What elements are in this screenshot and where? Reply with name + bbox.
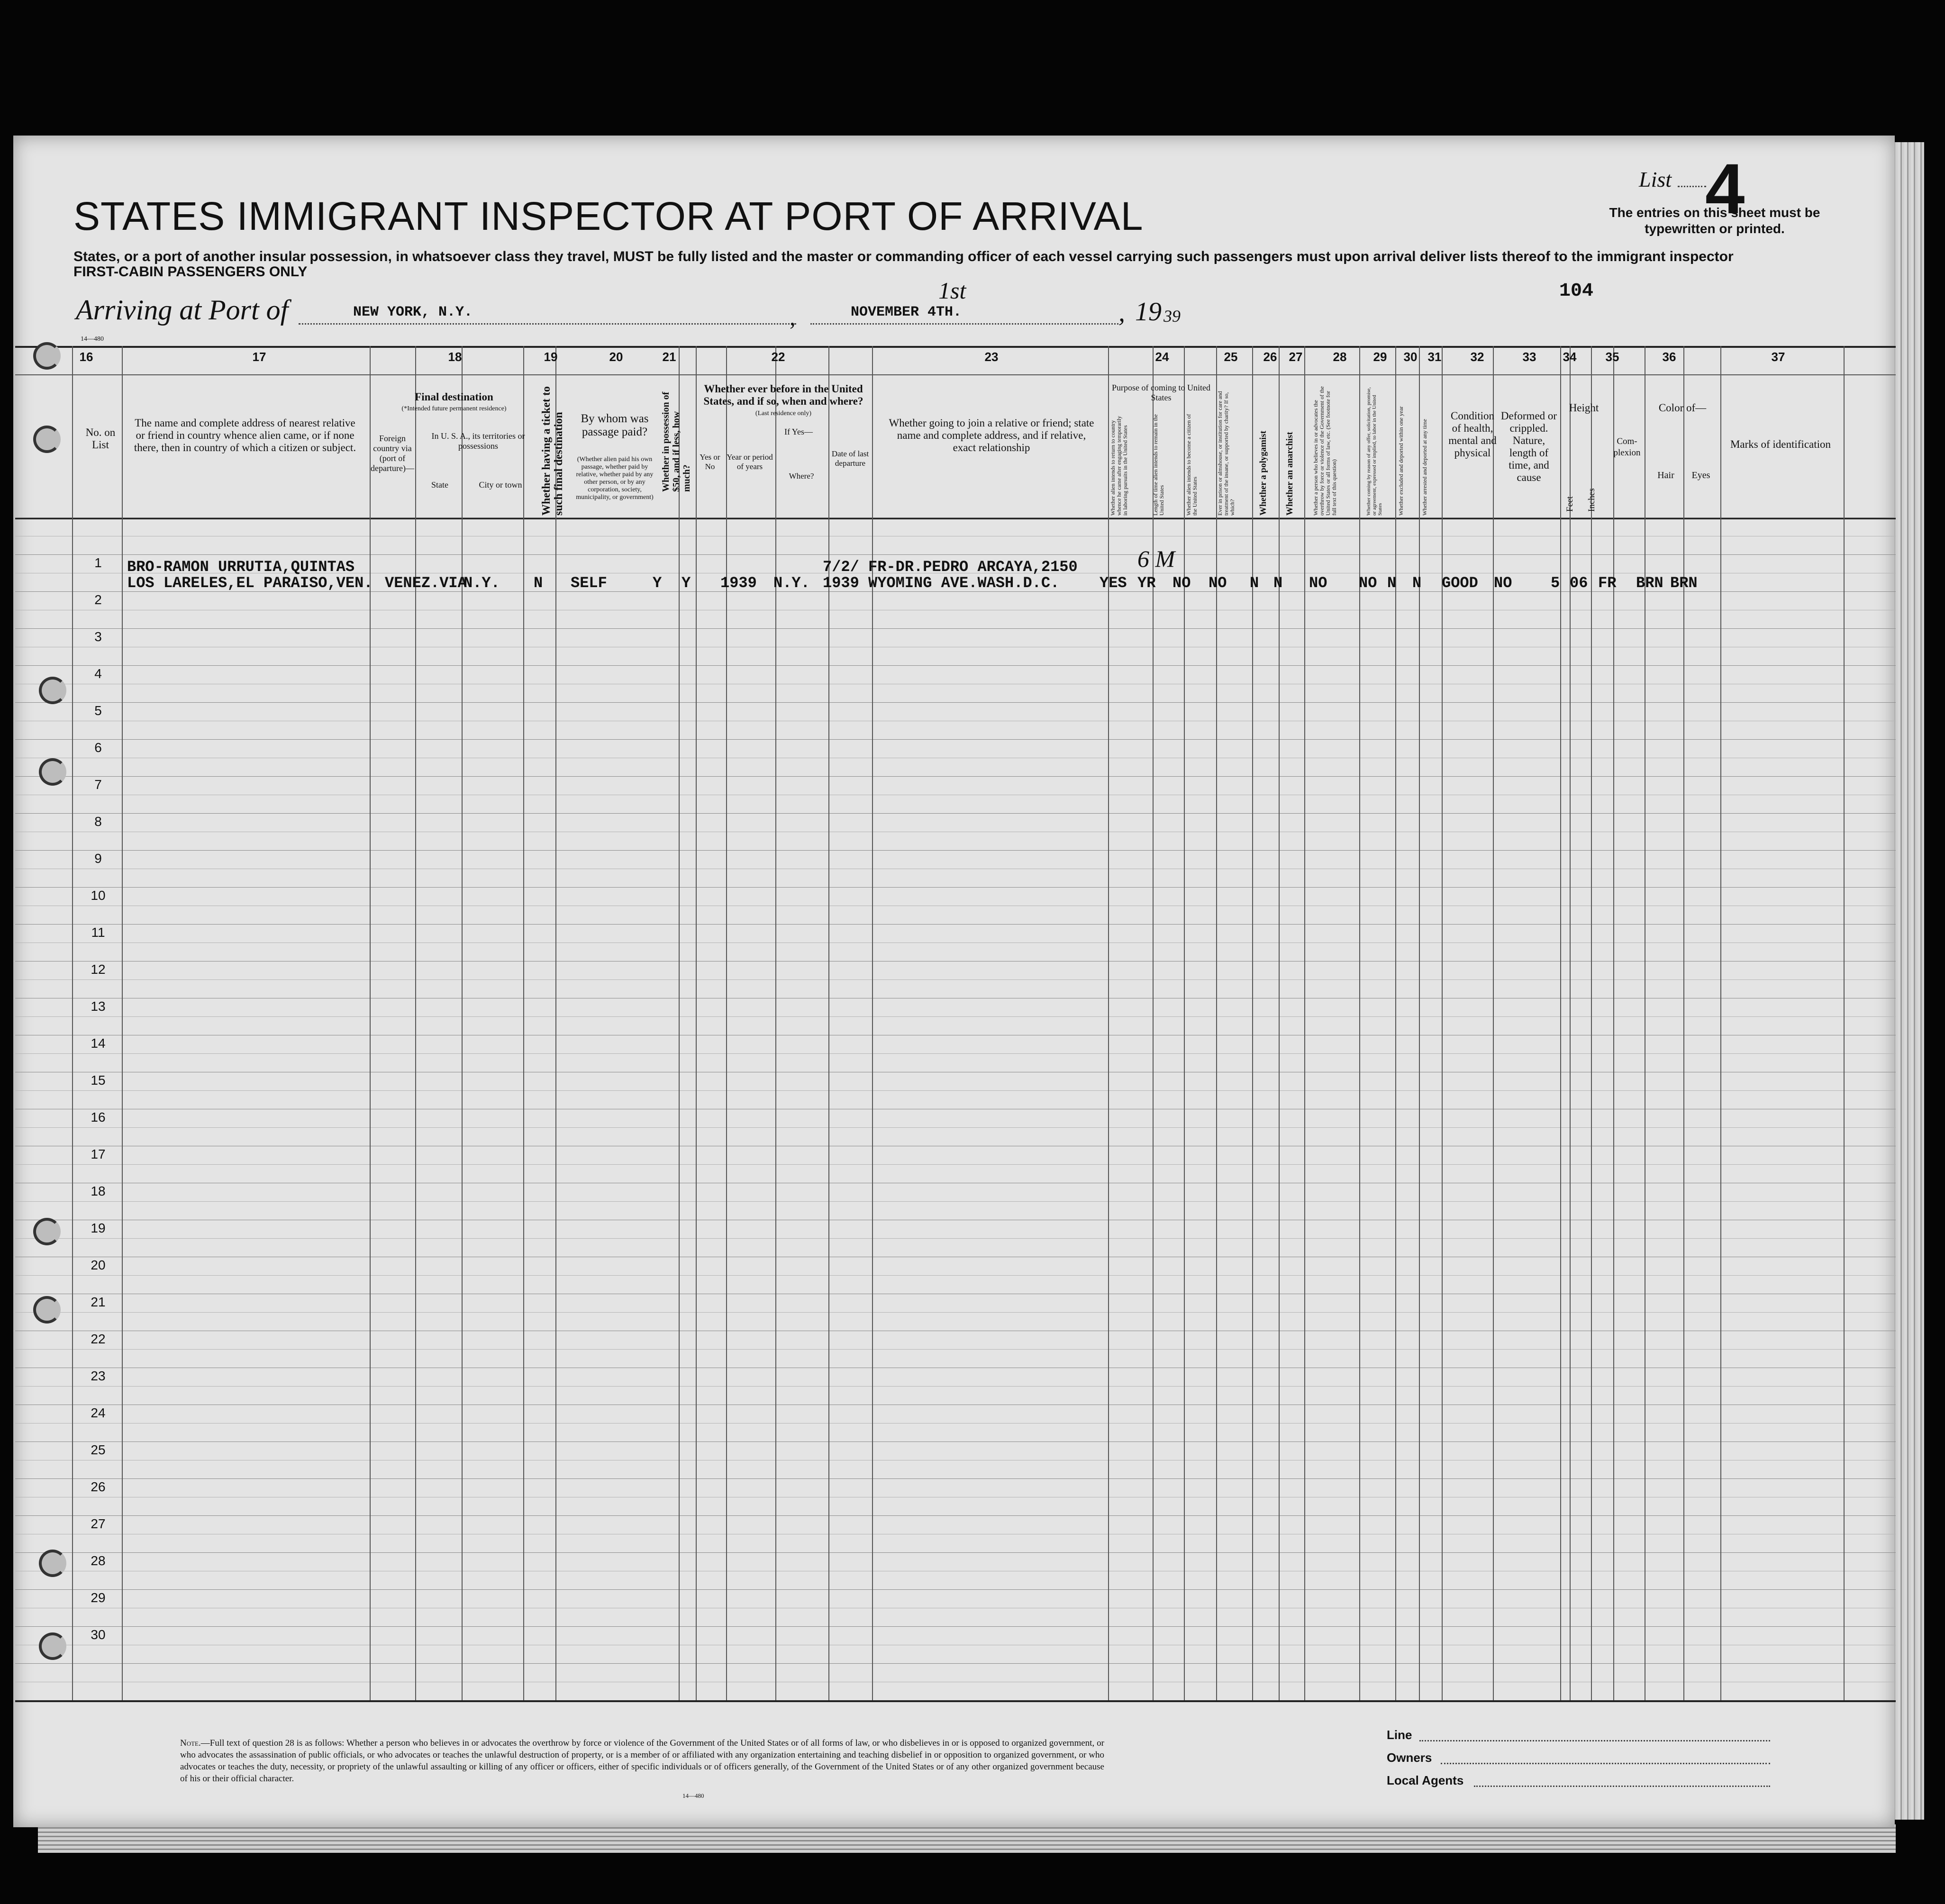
table-bottom-border	[15, 1700, 1896, 1702]
row-number: 1	[94, 555, 102, 570]
row-number: 17	[91, 1147, 106, 1161]
header-feet: Feet	[1565, 496, 1575, 512]
instructions-text: States, or a port of another insular possession, in whatsoever class they travel, MUST be fully listed and the master or commanding officer of each vessel carrying such passengers must upon arrival deliver lists thereof to the immigrant inspector	[73, 249, 1734, 264]
list-dotline	[1678, 186, 1706, 187]
footer-line-label: Line	[1387, 1728, 1412, 1742]
column-line	[1683, 346, 1684, 1700]
entry-before-yes-no: Y	[682, 574, 691, 592]
colnum-30: 30	[1403, 350, 1418, 364]
row-number: 11	[91, 925, 105, 940]
column-line	[775, 346, 776, 1700]
row-number: 14	[91, 1036, 106, 1051]
punch-hole	[33, 342, 61, 370]
colnum-24: 24	[1155, 350, 1169, 364]
colnum-37: 37	[1771, 350, 1785, 364]
row-number: 8	[94, 814, 102, 829]
entry-relative-line1: BRO-RAMON URRUTIA,QUINTAS	[127, 558, 355, 576]
punch-hole	[33, 426, 61, 453]
column-line	[872, 346, 873, 1700]
date-handwritten: 1st	[938, 277, 966, 304]
colnum-18: 18	[448, 350, 462, 364]
page-bottom-stack	[38, 1824, 1896, 1853]
row-number: 29	[91, 1590, 106, 1605]
column-line	[828, 346, 829, 1700]
header-no-on-list: No. on List	[85, 426, 116, 451]
row-number: 18	[91, 1184, 106, 1198]
row-number: 16	[91, 1110, 106, 1124]
port-dotline	[299, 323, 796, 325]
entry-before-year: 1939	[720, 574, 757, 592]
form-number: 14—480	[81, 335, 104, 343]
punch-hole	[33, 1296, 61, 1324]
column-line	[1395, 346, 1396, 1700]
column-line	[726, 346, 727, 1700]
entry-excluded: N	[1387, 574, 1397, 592]
header-prison: Ever in prison or almshouse, or institution for care and treatment of the insane, or supported by charity? If so, which?	[1217, 391, 1236, 516]
column-line	[555, 346, 556, 1700]
row-number: 20	[91, 1258, 106, 1272]
colnum-19: 19	[544, 350, 558, 364]
entry-citizen: NO	[1172, 574, 1191, 592]
header-fifty-dollars: Whether in possession of $50, and if less, how much?	[661, 391, 692, 492]
column-line	[1216, 346, 1217, 1700]
row-number: 25	[91, 1442, 106, 1457]
row-number: 10	[91, 888, 106, 903]
entry-city: N.Y.	[464, 574, 500, 592]
row-number: 22	[91, 1332, 106, 1346]
colnum-25: 25	[1224, 350, 1238, 364]
row-number: 27	[91, 1516, 106, 1531]
column-line	[1442, 346, 1443, 1700]
entry-eyes: BRN	[1670, 574, 1698, 592]
row-number: 9	[94, 851, 102, 866]
footer-owners-label: Owners	[1387, 1750, 1432, 1765]
arriving-label: Arriving at Port of	[76, 294, 289, 326]
entry-joining-line2: WYOMING AVE.WASH.D.C.	[868, 574, 1060, 592]
colnum-23: 23	[984, 350, 999, 364]
entry-ticket: N	[534, 574, 543, 592]
header-color-of: Color of—	[1658, 402, 1707, 414]
row-number: 7	[94, 777, 102, 792]
entry-departure-line2: 1939	[823, 574, 859, 592]
header-yes-no: Yes or No	[700, 453, 720, 471]
column-line	[1279, 346, 1280, 1700]
comma-1: ,	[790, 304, 796, 330]
header-anarchist: Whether an anarchist	[1285, 432, 1295, 516]
column-line	[1359, 346, 1360, 1700]
header-polygamist: Whether a polygamist	[1258, 430, 1268, 516]
colnum-32: 32	[1470, 350, 1484, 364]
row-number: 15	[91, 1073, 106, 1088]
colnum-29: 29	[1373, 350, 1387, 364]
passenger-class: FIRST-CABIN PASSENGERS ONLY	[73, 264, 308, 280]
header-labor-offer: Whether coming by reason of any offer, solicitation, promise, or agreement, expressed or implied, to labor in the United States	[1366, 387, 1383, 516]
port-value: NEW YORK, N.Y.	[353, 304, 473, 320]
row-number: 23	[91, 1369, 106, 1383]
header-joining-relative: Whether going to join a relative or friend; state name and complete address, and if relative, exact relationship	[889, 417, 1094, 453]
row-number: 13	[91, 999, 106, 1014]
column-line	[1108, 346, 1109, 1700]
entry-departure-line1: 7/2/	[823, 558, 859, 576]
column-line	[1304, 346, 1305, 1700]
colnum-36: 36	[1662, 350, 1676, 364]
entry-labor-offer: NO	[1359, 574, 1377, 592]
entry-foreign-via: VENEZ.VIA	[385, 574, 467, 592]
colnum-21: 21	[662, 350, 676, 364]
column-line	[1560, 346, 1561, 1700]
header-date-last-departure: Date of last departure	[831, 449, 869, 468]
column-line	[1591, 346, 1592, 1700]
header-ever-before: Whether ever before in the United States, and if so, when and where?	[703, 383, 863, 407]
footnote-text: Full text of question 28 is as follows: Whether a person who believes in or advocates the overthrow by force or violence of the Government of the United States or of all forms of law, or who disbelieves in or is opposed to organized government, or who advocates the assassination of public officials, or who advocates or teaches the unlawful destruction of property, or is a member of or affiliated with any organization entertaining and teaching disbelief in or opposition to organized government, or who advocates or teaches the duty, necessity, or propriety of the unlawful assaulting or killing of any officer or officers, either of specific individuals or of officers generally, of the Government of the United States or of any other organized government because of his or their official character.	[180, 1738, 1104, 1784]
column-line	[1720, 346, 1721, 1700]
entry-overthrow: NO	[1309, 574, 1327, 592]
header-if-yes: If Yes—	[784, 427, 813, 436]
page-edge-stack	[1891, 142, 1924, 1820]
header-city-or-town: City or town	[479, 480, 522, 490]
row-number: 26	[91, 1479, 106, 1494]
header-deformed: Deformed or crippled. Nature, length of time, and cause	[1500, 410, 1557, 483]
entries-note: The entries on this sheet must be typewritten or printed.	[1609, 205, 1820, 236]
header-in-usa: In U. S. A., its territories or possessions	[431, 431, 525, 451]
row-number: 24	[91, 1405, 106, 1420]
colnum-16: 16	[79, 350, 93, 364]
entry-relative-line2: LOS LARELES,EL PARAISO,VEN.	[127, 574, 373, 592]
header-passage-paid: By whom was passage paid?	[581, 412, 649, 438]
header-where: Where?	[789, 471, 814, 481]
header-year-period: Year or period of years	[727, 453, 773, 471]
list-number: 4	[1705, 149, 1745, 228]
date-typed: NOVEMBER 4TH.	[851, 304, 962, 320]
row-number: 5	[94, 703, 102, 718]
header-ticket: Whether having a ticket to such final destination	[540, 386, 565, 516]
colnum-28: 28	[1333, 350, 1347, 364]
entry-before-where: N.Y.	[773, 574, 810, 592]
header-complexion: Com-plexion	[1613, 436, 1641, 458]
header-nearest-relative: The name and complete address of nearest relative or friend in country whence alien came, or if none there, then in country of which a citizen or subject.	[134, 417, 356, 453]
header-excluded: Whether excluded and deported within one year	[1398, 406, 1404, 516]
row-number: 19	[91, 1221, 106, 1235]
footer-form-number: 14—480	[682, 1792, 704, 1799]
column-line	[462, 346, 463, 1700]
column-line	[1493, 346, 1494, 1700]
column-line	[1613, 346, 1614, 1700]
footnote-lead: Note.—	[180, 1738, 210, 1748]
column-line	[679, 346, 680, 1700]
punch-hole	[39, 1550, 66, 1577]
header-deported: Whether arrested and deported at any time	[1421, 419, 1428, 516]
colnum-33: 33	[1522, 350, 1536, 364]
entry-joining-line1: FR-DR.PEDRO ARCAYA,2150	[868, 558, 1078, 576]
colnum-26: 26	[1263, 350, 1277, 364]
header-inches: Inches	[1587, 488, 1597, 512]
header-health: Condition of health, mental and physical	[1448, 410, 1497, 459]
row-number: 28	[91, 1553, 106, 1568]
header-marks-identification: Marks of identification	[1730, 438, 1831, 450]
entry-inches: 06	[1570, 574, 1588, 592]
column-line	[1252, 346, 1253, 1700]
column-line	[122, 346, 123, 1700]
colnum-22: 22	[771, 350, 785, 364]
entry-fifty-dollars: Y	[653, 574, 662, 592]
column-line	[370, 346, 371, 1700]
entry-deformed: NO	[1494, 574, 1512, 592]
footer-line-dotline	[1419, 1740, 1770, 1741]
column-line	[523, 346, 524, 1700]
column-line	[1844, 346, 1845, 1700]
colnum-27: 27	[1289, 350, 1303, 364]
footnote	[180, 1737, 1104, 1785]
header-passage-paid-note: (Whether alien paid his own passage, whether paid by relative, whether paid by any other person, or by any corporation, society, municipality, or government)	[576, 456, 654, 501]
entry-health: GOOD	[1442, 574, 1478, 592]
column-line	[696, 346, 697, 1700]
header-length-of-stay: Length of time alien intends to remain in the United States	[1152, 414, 1165, 516]
colnum-35: 35	[1605, 350, 1619, 364]
page-title: STATES IMMIGRANT INSPECTOR AT PORT OF ARRIVAL	[73, 194, 1144, 238]
sheet-number: 104	[1559, 281, 1594, 302]
punch-hole	[39, 1632, 66, 1660]
row-number: 30	[91, 1627, 106, 1642]
entry-length: YR	[1137, 574, 1156, 592]
footer-agents-dotline	[1474, 1786, 1770, 1787]
punch-hole	[39, 677, 66, 704]
column-line	[72, 346, 73, 1700]
column-line	[415, 346, 416, 1700]
header-purpose: Purpose of coming to United States	[1112, 383, 1210, 402]
entry-feet: 5	[1551, 574, 1560, 592]
entry-anarchist: N	[1273, 574, 1283, 592]
column-line	[1570, 346, 1571, 1700]
colnum-34: 34	[1563, 350, 1577, 364]
row-number: 2	[94, 592, 102, 607]
row-number: 12	[91, 962, 106, 977]
header-foreign-country: Foreign country via (port of departure)—	[371, 434, 414, 473]
date-dotline	[810, 323, 1118, 325]
column-line	[1419, 346, 1420, 1700]
header-eyes: Eyes	[1691, 470, 1710, 481]
row-number: 3	[94, 629, 102, 644]
punch-hole	[39, 758, 66, 786]
footer-agents-label: Local Agents	[1387, 1773, 1464, 1787]
entry-return: YES	[1100, 574, 1127, 592]
entry-length-handwritten: 6 M	[1137, 545, 1175, 572]
column-line	[1184, 346, 1185, 1700]
list-label: List	[1639, 167, 1672, 191]
entry-polygamist: N	[1250, 574, 1259, 592]
header-final-destination-note: (*Intended future permanent residence)	[401, 405, 507, 412]
header-intends-return: Whether alien intends to return to country whence he came after engaging temporarily in laboring pursuits in the United States	[1109, 416, 1128, 516]
year-suffix: 39	[1163, 307, 1181, 326]
colnum-17: 17	[252, 350, 266, 364]
header-become-citizen: Whether alien intends to become a citizen of the United States	[1185, 414, 1198, 516]
entry-prison: NO	[1209, 574, 1227, 592]
entry-hair: BRN	[1636, 574, 1663, 592]
header-state: State	[431, 480, 448, 490]
header-hair: Hair	[1657, 470, 1674, 481]
header-height: Height	[1569, 402, 1599, 414]
entry-complexion: FR	[1598, 574, 1617, 592]
row-number: 21	[91, 1295, 106, 1309]
colnum-31: 31	[1427, 350, 1442, 364]
row-number: 4	[94, 666, 102, 681]
entry-passage-paid: SELF	[571, 574, 607, 592]
header-final-destination: Final destination	[415, 391, 493, 403]
entry-deported: N	[1412, 574, 1422, 592]
header-ever-before-note: (Last residence only)	[755, 410, 812, 417]
year-prefix: 19	[1135, 297, 1162, 326]
manifest-table	[15, 346, 1896, 1701]
comma-2: ,	[1118, 298, 1125, 327]
row-number: 6	[94, 740, 102, 755]
footer-owners-dotline	[1441, 1763, 1770, 1764]
colnum-20: 20	[609, 350, 623, 364]
punch-hole	[33, 1218, 61, 1245]
header-overthrow: Whether a person who believes in or advocates the overthrow by force or violence of the Government of the United States or all forms of law, etc. (See footnote for full text of this question)	[1312, 386, 1337, 516]
